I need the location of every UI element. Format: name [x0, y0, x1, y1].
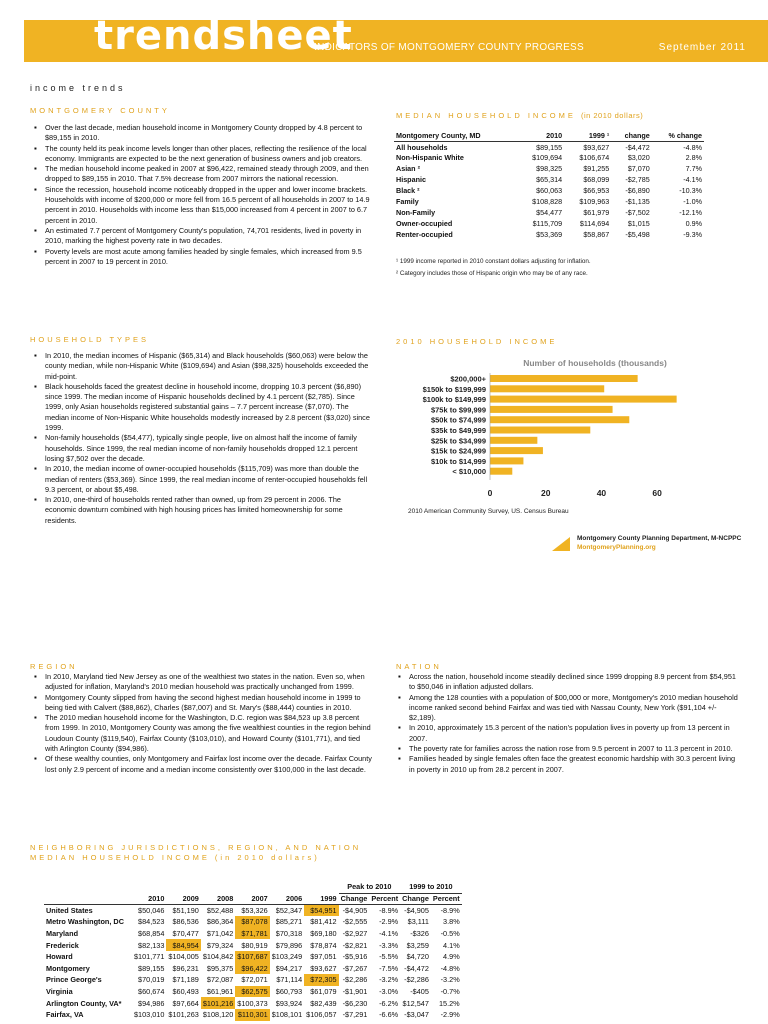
- median-heading: [396, 111, 643, 120]
- table-cell: $61,979: [583, 207, 610, 217]
- montgomery-heading: MONTGOMERY COUNTY: [30, 106, 170, 115]
- neighbor-col-header: 1999: [304, 893, 338, 905]
- table-cell: -$326: [410, 929, 429, 939]
- row-label: Non-Hispanic White: [396, 153, 464, 163]
- peak-cell: $110,301: [235, 1009, 269, 1021]
- table-cell: -3.2%: [440, 975, 460, 985]
- table-cell: 4.1%: [443, 940, 460, 950]
- montgomery-bullet: ▪ Since the recession, household income noticeably dropped in the upper and lower income brackets. Households with income of $200,000 or more fell from 16.5 percent of all households in 2007 to 14.9 percent in 2010. Households with income less than $15,000 increased from 4 percent in 2007 to 6.7 percent in 2010.: [34, 185, 370, 226]
- chart-bar: [490, 447, 543, 454]
- table-cell: $60,063: [536, 186, 563, 195]
- table-cell: $71,114: [276, 975, 303, 985]
- table-cell: -3.3%: [379, 940, 399, 950]
- row-label: Hispanic: [396, 175, 426, 185]
- peak-cell: $96,422: [235, 963, 269, 975]
- table-cell: $51,190: [172, 906, 199, 916]
- table-cell: $58,867: [583, 229, 610, 239]
- peak-cell: $84,954: [166, 939, 200, 951]
- row-label: Maryland: [46, 929, 79, 939]
- table-cell: $86,364: [206, 917, 234, 927]
- household-types-bullet: ▪ In 2010, the median income of owner-occupied households ($115,709) was more than double the median of renters ($53,369). Since 1999, the real median income of renter-occupied households fell 9.3 percent, or about $5,498.: [34, 464, 372, 495]
- nation-bullet: ▪ Families headed by single females often face the greatest economic hardship with 30.3 percent living in poverty in 2010 up from 28.2 percent in 2007.: [398, 754, 738, 775]
- row-label: Virginia: [46, 987, 73, 997]
- table-cell: -3.2%: [379, 975, 399, 985]
- table-cell: -8.9%: [379, 906, 399, 916]
- table-cell: $106,057: [306, 1010, 337, 1020]
- table-cell: -3.0%: [379, 987, 399, 997]
- table-row: [394, 207, 704, 218]
- table-row: [44, 974, 462, 986]
- table-row: [44, 916, 462, 928]
- chart-bar: [490, 385, 604, 392]
- region-bullet: ▪ The 2010 median household income for the Washington, D.C. region was $84,523 up 3.8 percent from 1999. In 2010, Montgomery County was among the five wealthiest counties in the region behind Loudoun County ($119,540), Fairfax County ($103,010), and Howard County ($101,771), and tied with Arlington County ($94,986).: [34, 713, 374, 754]
- table-cell: $68,099: [583, 175, 610, 185]
- neighbor-heading-2: MEDIAN HOUSEHOLD INCOME (in 2010 dollars): [30, 853, 320, 862]
- chart-bar: [490, 396, 677, 403]
- peak-cell: $54,951: [304, 905, 338, 917]
- household-types-heading: HOUSEHOLD TYPES: [30, 335, 150, 344]
- chart-bar: [490, 416, 629, 423]
- table-cell: $89,155: [138, 963, 165, 973]
- row-label: All households: [396, 142, 448, 152]
- table-cell: $101,263: [168, 1010, 199, 1020]
- table-cell: $70,318: [275, 929, 303, 939]
- region-bullet: ▪ Montgomery County slipped from having the second highest median household income in 1999 to being tied with Calvert ($88,862), Charles ($87,007) and St. Mary's ($88,444) counties in 2010.: [34, 693, 374, 714]
- table-cell: -4.1%: [683, 175, 702, 185]
- table-cell: 4.9%: [443, 952, 460, 962]
- peak-group-header: Peak to 2010: [339, 881, 401, 893]
- table-cell: $3,111: [407, 917, 429, 927]
- table-cell: -$1,135: [625, 196, 650, 206]
- table-cell: $80,919: [241, 940, 268, 950]
- table-row: [394, 174, 704, 185]
- table-cell: $81,412: [310, 917, 337, 927]
- table-cell: $95,375: [206, 963, 234, 973]
- table-cell: -6.6%: [379, 1010, 399, 1020]
- neighbor-col-header: [44, 893, 132, 905]
- table-cell: -$1,901: [342, 987, 368, 997]
- table-cell: 15.2%: [438, 998, 460, 1008]
- region-bullet: ▪ Of these wealthy counties, only Montgomery and Fairfax lost income over the decade. Fairfax County lost only 2.9 percent of income and a median income consistently over $100,000 in the last decade.: [34, 754, 374, 775]
- table-cell: $106,674: [579, 153, 610, 163]
- chart-bar: [490, 437, 537, 444]
- table-cell: -$2,927: [342, 929, 368, 939]
- masthead-subtitle: INDICATORS OF MONTGOMERY COUNTY PROGRESS: [314, 42, 584, 53]
- montgomery-bullet: ▪ Over the last decade, median household income in Montgomery County dropped by 4.8 percent to $89,155 in 2010.: [34, 123, 370, 144]
- table-cell: -2.9%: [379, 917, 399, 927]
- table-cell: $12,547: [402, 998, 429, 1008]
- chart-category-label: $10k to $14,999: [430, 456, 486, 466]
- table-cell: -0.7%: [440, 987, 460, 997]
- table-cell: $100,373: [237, 998, 268, 1008]
- chart-category-label: $50k to $74,999: [430, 415, 486, 425]
- nation-bullet: ▪ Among the 128 counties with a population of $00,000 or more, Montgomery's 2010 median household income ranked second behind Fairfax and was tied with Nassau County, New York ($91,104 +/- $2,189).: [398, 693, 738, 724]
- neighbor-col-header: 2007: [235, 893, 269, 905]
- table-cell: -$2,286: [404, 975, 429, 985]
- table-cell: -$7,267: [342, 963, 368, 973]
- table-cell: $53,369: [536, 229, 563, 239]
- table-cell: $68,854: [138, 929, 165, 939]
- table-cell: $89,155: [536, 142, 563, 152]
- table-cell: $70,477: [172, 929, 199, 939]
- neighbor-col-header: 2010: [132, 893, 166, 905]
- chart-tick-label: 40: [596, 488, 607, 498]
- table-cell: $61,961: [206, 987, 234, 997]
- table-cell: $3,259: [406, 940, 429, 950]
- table-row: [394, 185, 704, 196]
- table-row: [394, 142, 704, 153]
- table-cell: $114,694: [579, 218, 610, 228]
- table-cell: -$2,785: [625, 175, 650, 185]
- table-cell: -$2,821: [342, 940, 368, 950]
- table-cell: 0.9%: [685, 218, 702, 228]
- nation-bullet: ▪ Across the nation, household income steadily declined since 1999 dropping 8.9 percent from $54,951 to $50,046 in inflation adjusted dollars.: [398, 672, 738, 693]
- table-cell: $60,793: [275, 987, 303, 997]
- decade-group-header: 1999 to 2010: [400, 881, 462, 893]
- table-cell: $65,314: [536, 175, 563, 185]
- org-site: MontgomeryPlanning.org: [577, 544, 656, 551]
- row-label: Renter-occupied: [396, 229, 453, 239]
- household-types-bullet: ▪ In 2010, the median incomes of Hispanic ($65,314) and Black households ($60,063) were below the county median, while non-Hispanic White ($109,694) and Asian ($98,325) households exceeded the mid-point.: [34, 351, 372, 382]
- table-cell: $71,042: [206, 929, 234, 939]
- table-cell: -$405: [410, 987, 429, 997]
- row-label: Family: [396, 196, 419, 206]
- chart-category-label: $35k to $49,999: [430, 426, 486, 435]
- montgomery-bullet: ▪ The county held its peak income levels longer than other places, reflecting the resilience of the local economy. Immigrants are expected to be the next generation of business owners and job creators.: [34, 144, 370, 165]
- table-cell: -$4,905: [342, 906, 368, 916]
- table-cell: $50,046: [138, 906, 165, 916]
- table-cell: $97,664: [172, 998, 199, 1008]
- chart-category-label: $100k to $149,999: [422, 395, 486, 405]
- table-cell: -$7,502: [625, 207, 650, 217]
- row-label: Howard: [46, 952, 73, 962]
- household-income-chart: [390, 355, 690, 515]
- peak-cell: $101,216: [202, 998, 234, 1008]
- chart-category-label: $25k to $34,999: [430, 436, 486, 446]
- table-cell: $94,217: [275, 963, 303, 973]
- row-label: Non-Family: [396, 207, 436, 217]
- neighbor-col-header: Change: [340, 894, 368, 904]
- chart-title: Number of households (thousands): [523, 358, 667, 368]
- neighbor-heading-1: NEIGHBORING JURISDICTIONS, REGION, AND NATION: [30, 843, 362, 852]
- table-row: [44, 928, 462, 940]
- row-label: Arlington County, VA*: [46, 998, 122, 1008]
- table-row: [394, 152, 704, 163]
- household-types-bullet: ▪ In 2010, one-third of households rented rather than owned, up from 29 percent in 2006. The economic downturn combined with high housing prices has limited homeownership for some residents.: [34, 495, 372, 526]
- median-income-table: [394, 131, 704, 240]
- row-label: United States: [46, 906, 93, 916]
- row-label: Montgomery: [46, 963, 90, 973]
- masthead-title: trendsheet: [94, 13, 353, 59]
- chart-category-label: $75k to $99,999: [430, 405, 486, 415]
- table-cell: 7.7%: [685, 164, 702, 174]
- row-label: Asian ²: [396, 164, 420, 174]
- table-cell: $60,674: [138, 987, 165, 997]
- table-cell: -$4,472: [404, 963, 429, 973]
- nation-bullet: ▪ The poverty rate for families across the nation rose from 9.5 percent in 2007 to 11.3 percent in 2010.: [398, 744, 738, 754]
- table-cell: 3.8%: [443, 917, 460, 927]
- row-label: Owner-occupied: [396, 218, 453, 228]
- table-cell: -$6,890: [625, 186, 650, 195]
- montgomery-bullet: ▪ An estimated 7.7 percent of Montgomery County's population, 74,701 residents, lived in poverty in 2010, marking the highest poverty rate in two decades.: [34, 226, 370, 247]
- table-cell: $94,986: [138, 998, 165, 1008]
- table-cell: $66,953: [583, 186, 610, 195]
- household-types-bullet: ▪ Non-family households ($54,477), typically single people, live on almost half the income of family households. Since 1999, the real median income of non-family households dropped 12.1 percent losing $7,502 over the decade.: [34, 433, 372, 464]
- montgomery-bullet: ▪ Poverty levels are most acute among families headed by single females, which increased from 9.5 percent in 2007 to 19 percent in 2010.: [34, 247, 370, 268]
- neighbor-col-header: 2009: [166, 893, 200, 905]
- chart-bar: [490, 375, 638, 382]
- table-cell: $115,709: [532, 218, 563, 228]
- median-col-header: Montgomery County, MD: [394, 131, 517, 142]
- chart-bar: [490, 468, 512, 475]
- table-cell: -7.5%: [379, 963, 399, 973]
- median-heading-note: (in 2010 dollars): [580, 111, 644, 120]
- table-cell: $104,842: [202, 952, 234, 962]
- masthead-date: September 2011: [658, 42, 746, 53]
- table-cell: $82,133: [138, 940, 165, 950]
- row-label: Frederick: [46, 940, 79, 950]
- peak-cell: $87,078: [235, 916, 269, 928]
- table-cell: $104,005: [168, 952, 199, 962]
- table-cell: $79,324: [206, 940, 234, 950]
- table-cell: $70,019: [138, 975, 165, 985]
- table-cell: $101,771: [133, 952, 165, 962]
- table-cell: $72,071: [241, 975, 268, 985]
- table-cell: $3,020: [627, 153, 650, 163]
- chart-category-label: $15k to $24,999: [430, 446, 486, 456]
- table-cell: -$4,472: [625, 142, 650, 152]
- table-cell: $1,015: [627, 218, 650, 228]
- nation-bullets: [398, 672, 738, 775]
- neighbor-income-table: [44, 881, 462, 1021]
- median-footnote-2: ² Category includes those of Hispanic origin who may be of any race.: [396, 270, 588, 277]
- table-row: [394, 196, 704, 207]
- table-row: [44, 951, 462, 963]
- neighbor-col-header: Percent: [432, 894, 460, 904]
- table-cell: $52,347: [275, 906, 303, 916]
- neighbor-col-header: 2006: [270, 893, 304, 905]
- chart-tick-label: 20: [540, 488, 551, 498]
- nation-heading: NATION: [396, 662, 442, 671]
- table-cell: $54,477: [536, 207, 563, 217]
- table-cell: $84,523: [138, 917, 165, 927]
- table-cell: -9.3%: [683, 229, 702, 239]
- table-cell: $52,488: [206, 906, 234, 916]
- table-row: [44, 963, 462, 975]
- median-col-header: 1999 ¹: [564, 131, 611, 142]
- table-cell: $72,087: [206, 975, 234, 985]
- table-cell: -6.2%: [379, 998, 399, 1008]
- table-cell: -$6,230: [342, 998, 368, 1008]
- table-row: [394, 229, 704, 240]
- table-cell: $109,694: [532, 153, 563, 163]
- planning-logo-triangle: [552, 537, 570, 551]
- region-bullets: [34, 672, 374, 775]
- table-cell: $71,189: [172, 975, 199, 985]
- table-cell: -$2,555: [342, 917, 368, 927]
- table-row: [44, 1009, 462, 1021]
- median-heading-text: MEDIAN HOUSEHOLD INCOME: [396, 111, 576, 120]
- table-row: [44, 905, 462, 917]
- chart-bar: [490, 427, 590, 434]
- table-cell: -10.3%: [679, 186, 702, 195]
- table-row: [44, 997, 462, 1009]
- table-cell: -2.9%: [440, 1010, 460, 1020]
- table-cell: -5.5%: [379, 952, 399, 962]
- row-label: Black ²: [396, 186, 420, 195]
- table-cell: -12.1%: [679, 207, 702, 217]
- chart-category-label: $150k to $199,999: [422, 384, 486, 394]
- peak-cell: $71,781: [235, 928, 269, 940]
- chart-bar: [490, 406, 613, 413]
- header-bar: [24, 13, 768, 62]
- neighbor-col-header: Change: [402, 894, 429, 904]
- table-cell: -1.0%: [683, 196, 702, 206]
- table-cell: -4.8%: [683, 142, 702, 152]
- chart-tick-label: 60: [652, 488, 662, 498]
- table-cell: $91,255: [583, 164, 610, 174]
- peak-cell: $107,687: [237, 952, 268, 962]
- neighbor-col-header: 2008: [201, 893, 235, 905]
- table-cell: $93,924: [275, 998, 303, 1008]
- org-name: Montgomery County Planning Department, M-NCPPC: [577, 535, 742, 542]
- table-cell: -8.9%: [440, 906, 460, 916]
- median-col-header: % change: [652, 131, 704, 142]
- table-cell: $97,051: [310, 952, 337, 962]
- table-row: [394, 218, 704, 229]
- montgomery-bullet: ▪ The median household income peaked in 2007 at $96,422, remained steady through 2009, and then dropped to $89,155 in 2010. That 7.5% decrease from 2007 mirrors the national recession.: [34, 164, 370, 185]
- table-cell: $98,325: [536, 164, 563, 174]
- table-cell: $96,231: [172, 963, 199, 973]
- table-row: [44, 986, 462, 998]
- table-cell: -$4,905: [404, 906, 429, 916]
- household-types-bullet: ▪ Black households faced the greatest decline in household income, dropping 10.3 percent ($6,890) since 1999. The median income of Hispanic households declined by 4.1 percent ($2,785). Since 1999, only Asian households registered substantial gains – 7.7 percent increase ($7,070). The median income of Non-Hispanic White households modestly increased by 2.8 percent ($3,020) since 1999.: [34, 382, 372, 433]
- region-heading: REGION: [30, 662, 78, 671]
- montgomery-bullets: [34, 123, 370, 267]
- median-col-header: 2010: [517, 131, 564, 142]
- table-cell: $108,101: [271, 1010, 303, 1020]
- page-title: income trends: [30, 83, 126, 93]
- table-cell: $69,180: [310, 929, 337, 939]
- table-cell: -$5,916: [342, 952, 368, 962]
- household-types-bullets: [34, 351, 372, 526]
- table-row: [394, 163, 704, 174]
- table-cell: $103,249: [271, 952, 303, 962]
- chart-category-label: $200,000+: [450, 374, 486, 384]
- table-cell: 2.8%: [685, 153, 702, 163]
- table-cell: $79,896: [275, 940, 303, 950]
- table-cell: $7,070: [627, 164, 650, 174]
- region-bullet: ▪ In 2010, Maryland tied New Jersey as one of the wealthiest two states in the nation. Even so, when adjusted for inflation, Maryland's 2010 median household was practically unchanged from 1999.: [34, 672, 374, 693]
- peak-cell: $72,305: [304, 974, 338, 986]
- row-label: Metro Washington, DC: [46, 917, 124, 927]
- median-col-header: change: [611, 131, 652, 142]
- table-cell: -4.8%: [440, 963, 460, 973]
- hh-income-heading: 2010 HOUSEHOLD INCOME: [396, 337, 558, 346]
- chart-bar: [490, 457, 523, 464]
- table-cell: $82,439: [310, 998, 337, 1008]
- table-cell: $53,326: [241, 906, 268, 916]
- table-cell: -$5,498: [625, 229, 650, 239]
- table-cell: $86,536: [172, 917, 199, 927]
- row-label: Fairfax, VA: [46, 1010, 84, 1020]
- table-cell: -$7,291: [342, 1010, 368, 1020]
- table-cell: -$3,047: [404, 1010, 429, 1020]
- chart-tick-label: 0: [487, 488, 493, 498]
- median-footnote-1: ¹ 1999 income reported in 2010 constant dollars adjusting for inflation.: [396, 258, 591, 265]
- table-row: [44, 939, 462, 951]
- chart-source: 2010 American Community Survey, US. Census Bureau: [408, 508, 569, 515]
- table-cell: $108,120: [202, 1010, 234, 1020]
- table-cell: -0.5%: [440, 929, 460, 939]
- table-cell: $108,828: [532, 196, 563, 206]
- table-cell: $61,079: [310, 987, 337, 997]
- table-cell: -$2,286: [342, 975, 368, 985]
- table-cell: $85,271: [275, 917, 303, 927]
- neighbor-col-header: Percent: [371, 894, 399, 904]
- table-cell: $103,010: [133, 1010, 165, 1020]
- table-cell: $93,627: [310, 963, 337, 973]
- table-cell: $78,874: [310, 940, 337, 950]
- table-cell: -4.1%: [379, 929, 399, 939]
- row-label: Prince George's: [46, 975, 102, 985]
- nation-bullet: ▪ In 2010, approximately 15.3 percent of the nation's population lives in poverty up from 13 percent in 2007.: [398, 723, 738, 744]
- table-cell: $4,720: [406, 952, 429, 962]
- table-cell: $60,493: [172, 987, 199, 997]
- chart-category-label: < $10,000: [452, 467, 486, 477]
- peak-cell: $62,575: [235, 986, 269, 998]
- table-cell: $93,627: [583, 142, 610, 152]
- table-cell: $109,963: [579, 196, 610, 206]
